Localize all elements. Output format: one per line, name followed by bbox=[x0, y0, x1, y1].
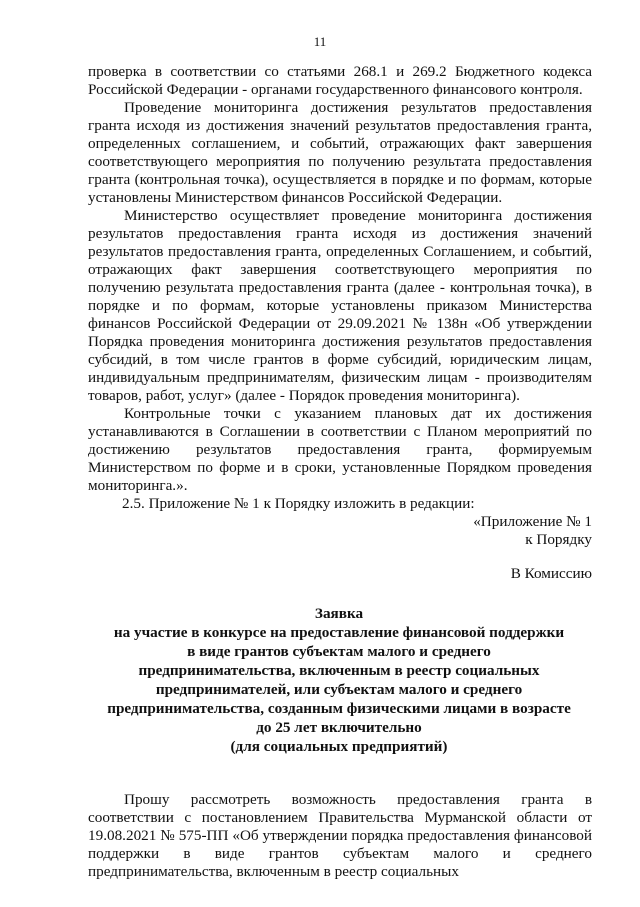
paragraph-request: Прошу рассмотреть возможность предоставления гранта в соответствии с постановлением Правительства Мурманской области от 19.08.2021 № 575-ПП «Об утверждении порядка предоставления финансовой поддержки в виде грантов субъектам малого и среднего предпринимательства, включенным в реестр социальных bbox=[88, 791, 592, 880]
title-line: в виде грантов субъектам малого и среднего bbox=[187, 643, 491, 660]
application-title bbox=[86, 604, 592, 756]
page-number: 11 bbox=[313, 34, 327, 49]
title-line: предпринимательства, включенным в реестр социальных bbox=[138, 662, 540, 679]
title-line: (для социальных предприятий) bbox=[230, 738, 448, 755]
title-line: предпринимателей, или субъектам малого и среднего bbox=[155, 681, 523, 698]
document-body bbox=[88, 63, 592, 881]
title-line: до 25 лет включительно bbox=[256, 719, 422, 736]
paragraph-ministry-monitoring: Министерство осуществляет проведение мониторинга достижения результатов предоставления гранта исходя из достижения значений результатов предоставления гранта, определенных Соглашением, и событий, отражающих факт завершения соответствующего мероприятия по получению результата предоставления гранта (далее - контрольная точка), в порядке и по формам, которые установлены приказом Министерства финансов Российской Федерации от 29.09.2021 № 138н «Об утверждении Порядка проведения мониторинга достижения результатов предоставления субсидий, в том числе грантов в форме субсидий, юридическим лицам, индивидуальным предпринимателям, физическим лицам - производителям товаров, работ, услуг» (далее - Порядок проведения мониторинга). bbox=[88, 207, 592, 404]
paragraph-monitoring: Проведение мониторинга достижения результатов предоставления гранта исходя из достижения значений результатов предоставления гранта, определенных соглашением, и событий, отражающих факт завершения соответствующего мероприятия по получению результата предоставления гранта (контрольная точка), осуществляется в порядке и по формам, которые установлены Министерством финансов Российской Федерации. bbox=[88, 99, 592, 206]
title-line: предпринимательства, созданным физическими лицами в возрасте bbox=[107, 700, 571, 717]
recipient: В Комиссию bbox=[510, 565, 592, 582]
paragraph-control-points: Контрольные точки с указанием плановых дат их достижения устанавливаются в Соглашении в соответствии с Планом мероприятий по достижению результатов предоставления гранта, формируемым Министерством по форме и в сроки, установленные Порядком проведения мониторинга.». bbox=[88, 405, 592, 494]
paragraph-appendix-amendment: 2.5. Приложение № 1 к Порядку изложить в редакции: bbox=[122, 495, 475, 512]
title-heading: Заявка bbox=[314, 605, 364, 622]
title-line: на участие в конкурсе на предоставление финансовой поддержки bbox=[113, 624, 565, 641]
appendix-reference: к Порядку bbox=[525, 531, 592, 548]
paragraph-control-check: проверка в соответствии со статьями 268.1 и 269.2 Бюджетного кодекса Российской Федерации - органами государственного финансового контроля. bbox=[88, 63, 592, 98]
appendix-label: «Приложение № 1 bbox=[473, 513, 592, 530]
